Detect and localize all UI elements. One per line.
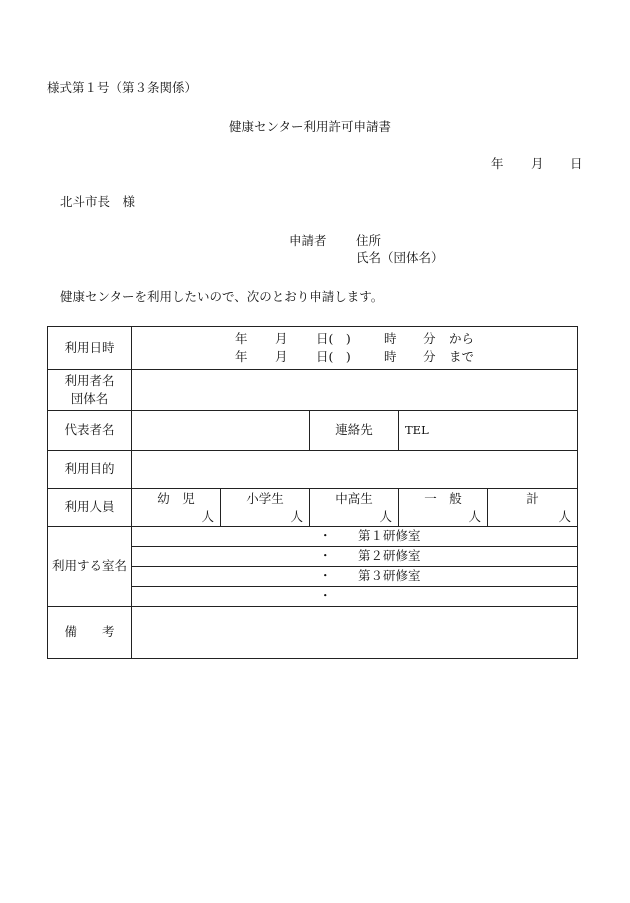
room-option-3[interactable] xyxy=(132,567,578,587)
category-infant: 幼 児 xyxy=(157,491,195,506)
user-label-line2: 団体名 xyxy=(70,391,109,406)
people-cell-total[interactable] xyxy=(488,489,578,527)
datetime-label: 利用日時 xyxy=(48,327,132,370)
room-name-1: 第１研修室 xyxy=(358,528,421,543)
tel-label: TEL xyxy=(405,423,429,438)
room-bullet-2: ・ xyxy=(319,548,332,563)
application-table xyxy=(47,326,578,659)
dt-from-minute: 分 xyxy=(423,331,436,346)
date-day-label: 日 xyxy=(570,156,583,171)
purpose-row xyxy=(48,451,578,489)
date-year-label: 年 xyxy=(491,156,504,171)
unit-infant: 人 xyxy=(201,509,214,524)
category-elementary: 小学生 xyxy=(246,491,284,506)
room-option-other[interactable] xyxy=(132,587,578,607)
purpose-field[interactable] xyxy=(132,451,578,489)
contact-label: 連絡先 xyxy=(310,411,399,451)
user-label xyxy=(48,370,132,411)
date-month-label: 月 xyxy=(531,156,544,171)
user-row xyxy=(48,370,578,411)
notes-label: 備 考 xyxy=(48,607,132,659)
dt-to-day: 日( ) xyxy=(316,349,351,364)
representative-row xyxy=(48,411,578,451)
applicant-address-label: 住所 xyxy=(356,233,382,248)
room-bullet-1: ・ xyxy=(319,528,332,543)
people-cell-junior-high[interactable] xyxy=(310,489,399,527)
dt-to-month: 月 xyxy=(275,349,288,364)
representative-label: 代表者名 xyxy=(48,411,132,451)
room-bullet-other: ・ xyxy=(319,588,332,603)
notes-field[interactable] xyxy=(132,607,578,659)
dt-from-year: 年 xyxy=(235,331,248,346)
category-general: 一 般 xyxy=(424,491,462,506)
datetime-row xyxy=(48,327,578,370)
notes-row xyxy=(48,607,578,659)
room-row-1 xyxy=(48,527,578,547)
dt-until-text: まで xyxy=(449,349,475,364)
dt-to-year: 年 xyxy=(235,349,248,364)
room-option-1[interactable] xyxy=(132,527,578,547)
purpose-label: 利用目的 xyxy=(48,451,132,489)
representative-field[interactable] xyxy=(132,411,310,451)
intro-text: 健康センターを利用したいので、次のとおり申請します。 xyxy=(60,289,384,304)
people-cell-infant[interactable] xyxy=(132,489,221,527)
contact-field[interactable] xyxy=(399,411,578,451)
room-name-3: 第３研修室 xyxy=(358,568,421,583)
dt-from-hour: 時 xyxy=(384,331,397,346)
room-bullet-3: ・ xyxy=(319,568,332,583)
dt-from-month: 月 xyxy=(275,331,288,346)
user-field[interactable] xyxy=(132,370,578,411)
applicant-label: 申請者 xyxy=(289,233,327,248)
unit-total: 人 xyxy=(558,509,572,524)
form-number: 様式第１号（第３条関係） xyxy=(47,80,198,95)
user-label-line1: 利用者名 xyxy=(64,373,115,388)
dt-to-minute: 分 xyxy=(423,349,436,364)
people-cell-general[interactable] xyxy=(399,489,488,527)
unit-junior-high: 人 xyxy=(379,509,392,524)
people-label: 利用人員 xyxy=(48,489,132,527)
people-cell-elementary[interactable] xyxy=(221,489,310,527)
people-row xyxy=(48,489,578,527)
datetime-cell[interactable] xyxy=(132,327,578,370)
room-name-2: 第２研修室 xyxy=(358,548,421,563)
unit-general: 人 xyxy=(468,509,481,524)
applicant-name-label: 氏名（団体名） xyxy=(356,250,444,265)
dt-to-hour: 時 xyxy=(384,349,397,364)
category-junior-high: 中高生 xyxy=(335,491,373,506)
dt-from-day: 日( ) xyxy=(316,331,351,346)
unit-elementary: 人 xyxy=(290,509,303,524)
addressee: 北斗市長 様 xyxy=(60,194,136,209)
form-title: 健康センター利用許可申請書 xyxy=(229,119,392,134)
category-total: 計 xyxy=(526,491,539,506)
room-label: 利用する室名 xyxy=(48,527,132,607)
room-option-2[interactable] xyxy=(132,547,578,567)
dt-from-text: から xyxy=(449,331,475,346)
